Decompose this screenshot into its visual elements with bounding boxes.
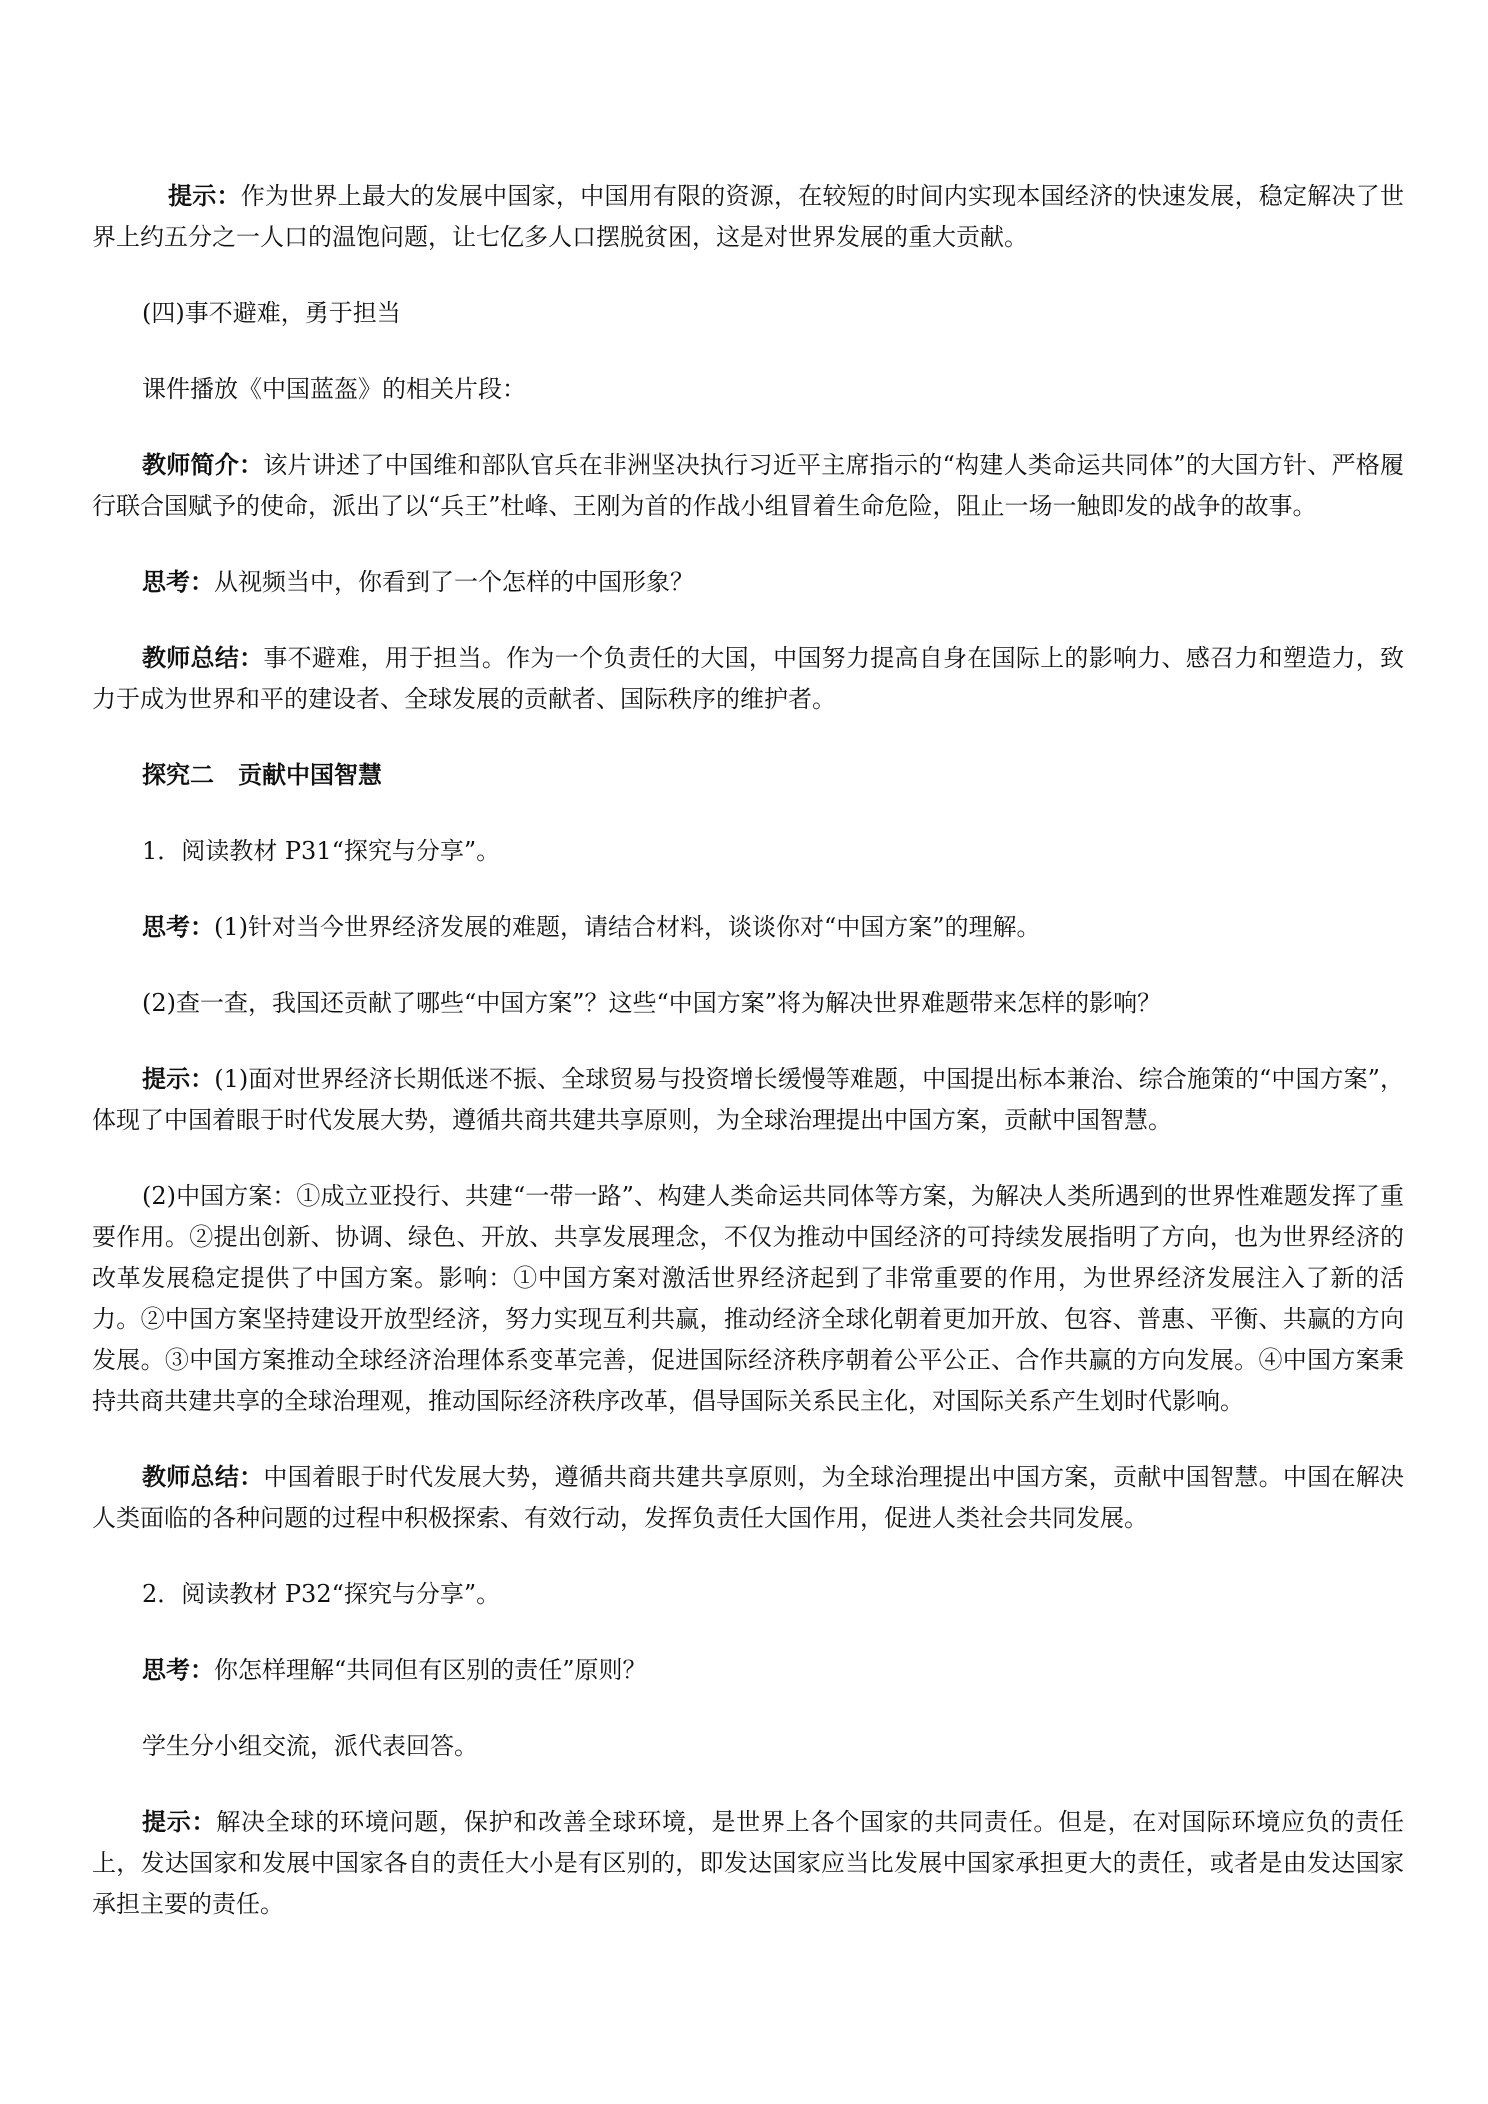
paragraph-think-2 [92, 907, 1404, 948]
paragraph-text: 2．阅读教材 P32“探究与分享”。 [142, 1580, 501, 1608]
paragraph-text: 该片讲述了中国维和部队官兵在非洲坚决执行习近平主席指示的“构建人类命运共同体”的大国方针、严格履行联合国赋予的使命，派出了以“兵王”杜峰、王刚为首的作战小组冒着生命危险，阻止一场一触即发的战争的故事。 [92, 451, 1404, 520]
paragraph-question-2 [92, 983, 1404, 1024]
paragraph-think-1 [92, 562, 1404, 603]
paragraph-text: (2)中国方案：①成立亚投行、共建“一带一路”、构建人类命运共同体等方案，为解决人类所遇到的世界性难题发挥了重要作用。②提出创新、协调、绿色、开放、共享发展理念，不仅为推动中国经济的可持续发展指明了方向，也为世界经济的改革发展稳定提供了中国方案。影响：①中国方案对激活世界经济起到了非常重要的作用，为世界经济发展注入了新的活力。②中国方案坚持建设开放型经济，努力实现互利共赢，推动经济全球化朝着更加开放、包容、普惠、平衡、共赢的方向发展。③中国方案推动全球经济治理体系变革完善，促进国际经济秩序朝着公平公正、合作共赢的方向发展。④中国方案秉持共商共建共享的全球治理观，推动国际经济秩序改革，倡导国际关系民主化，对国际关系产生划时代影响。 [92, 1182, 1404, 1415]
paragraph-text: 作为世界上最大的发展中国家，中国用有限的资源，在较短的时间内实现本国经济的快速发展，稳定解决了世界上约五分之一人口的温饱问题，让七亿多人口摆脱贫困，这是对世界发展的重大贡献。 [92, 182, 1405, 251]
label-think: 思考： [142, 568, 214, 596]
paragraph-text: 事不避难，用于担当。作为一个负责任的大国，中国努力提高自身在国际上的影响力、感召力和塑造力，致力于成为世界和平的建设者、全球发展的贡献者、国际秩序的维护者。 [92, 644, 1404, 713]
paragraph-china-plan [92, 1176, 1404, 1422]
label-hint: 提示： [142, 1808, 217, 1836]
paragraph-text: 解决全球的环境问题，保护和改善全球环境，是世界上各个国家的共同责任。但是，在对国际环境应负的责任上，发达国家和发展中国家各自的责任大小是有区别的，即发达国家应当比发展中国家承担更大的责任，或者是由发达国家承担主要的责任。 [92, 1808, 1404, 1918]
paragraph-text: 你怎样理解“共同但有区别的责任”原则？ [214, 1656, 647, 1684]
paragraph-group-discussion [92, 1726, 1404, 1767]
paragraph-teacher-intro [92, 445, 1404, 527]
heading-text: 探究二 贡献中国智慧 [142, 761, 382, 789]
paragraph-read-p31 [92, 831, 1404, 872]
label-teacher-summary: 教师总结： [142, 1463, 264, 1491]
paragraph-text: 中国着眼于时代发展大势，遵循共商共建共享原则，为全球治理提出中国方案，贡献中国智慧。中国在解决人类面临的各种问题的过程中积极探索、有效行动，发挥负责任大国作用，促进人类社会共同发展。 [92, 1463, 1404, 1532]
section-heading-4 [92, 293, 1404, 334]
section-heading-explore-2 [92, 755, 1404, 796]
paragraph-text: 学生分小组交流，派代表回答。 [142, 1732, 478, 1760]
paragraph-text: 1．阅读教材 P31“探究与分享”。 [142, 837, 501, 865]
label-think: 思考： [142, 913, 214, 941]
paragraph-hint-2 [92, 1059, 1404, 1141]
paragraph-teacher-summary-1 [92, 638, 1404, 720]
paragraph-text: 课件播放《中国蓝盔》的相关片段： [142, 375, 526, 403]
paragraph-think-3 [92, 1650, 1404, 1691]
label-teacher-intro: 教师简介： [142, 451, 264, 479]
label-hint: 提示： [142, 1065, 215, 1093]
paragraph-text: 从视频当中，你看到了一个怎样的中国形象？ [214, 568, 694, 596]
paragraph-video [92, 369, 1404, 410]
paragraph-hint-1 [92, 176, 1404, 258]
label-teacher-summary: 教师总结： [142, 644, 264, 672]
paragraph-text: (2)查一查，我国还贡献了哪些“中国方案”？这些“中国方案”将为解决世界难题带来怎样的影响？ [142, 989, 1162, 1017]
paragraph-text: (1)针对当今世界经济发展的难题，请结合材料，谈谈你对“中国方案”的理解。 [214, 913, 1041, 941]
paragraph-teacher-summary-2 [92, 1457, 1404, 1539]
label-hint: 提示： [168, 182, 241, 210]
paragraph-hint-3 [92, 1802, 1404, 1925]
paragraph-text: (1)面对世界经济长期低迷不振、全球贸易与投资增长缓慢等难题，中国提出标本兼治、综合施策的“中国方案”，体现了中国着眼于时代发展大势，遵循共商共建共享原则，为全球治理提出中国方案，贡献中国智慧。 [92, 1065, 1404, 1134]
label-think: 思考： [142, 1656, 214, 1684]
paragraph-read-p32 [92, 1574, 1404, 1615]
paragraph-text: (四)事不避难，勇于担当 [142, 299, 401, 327]
